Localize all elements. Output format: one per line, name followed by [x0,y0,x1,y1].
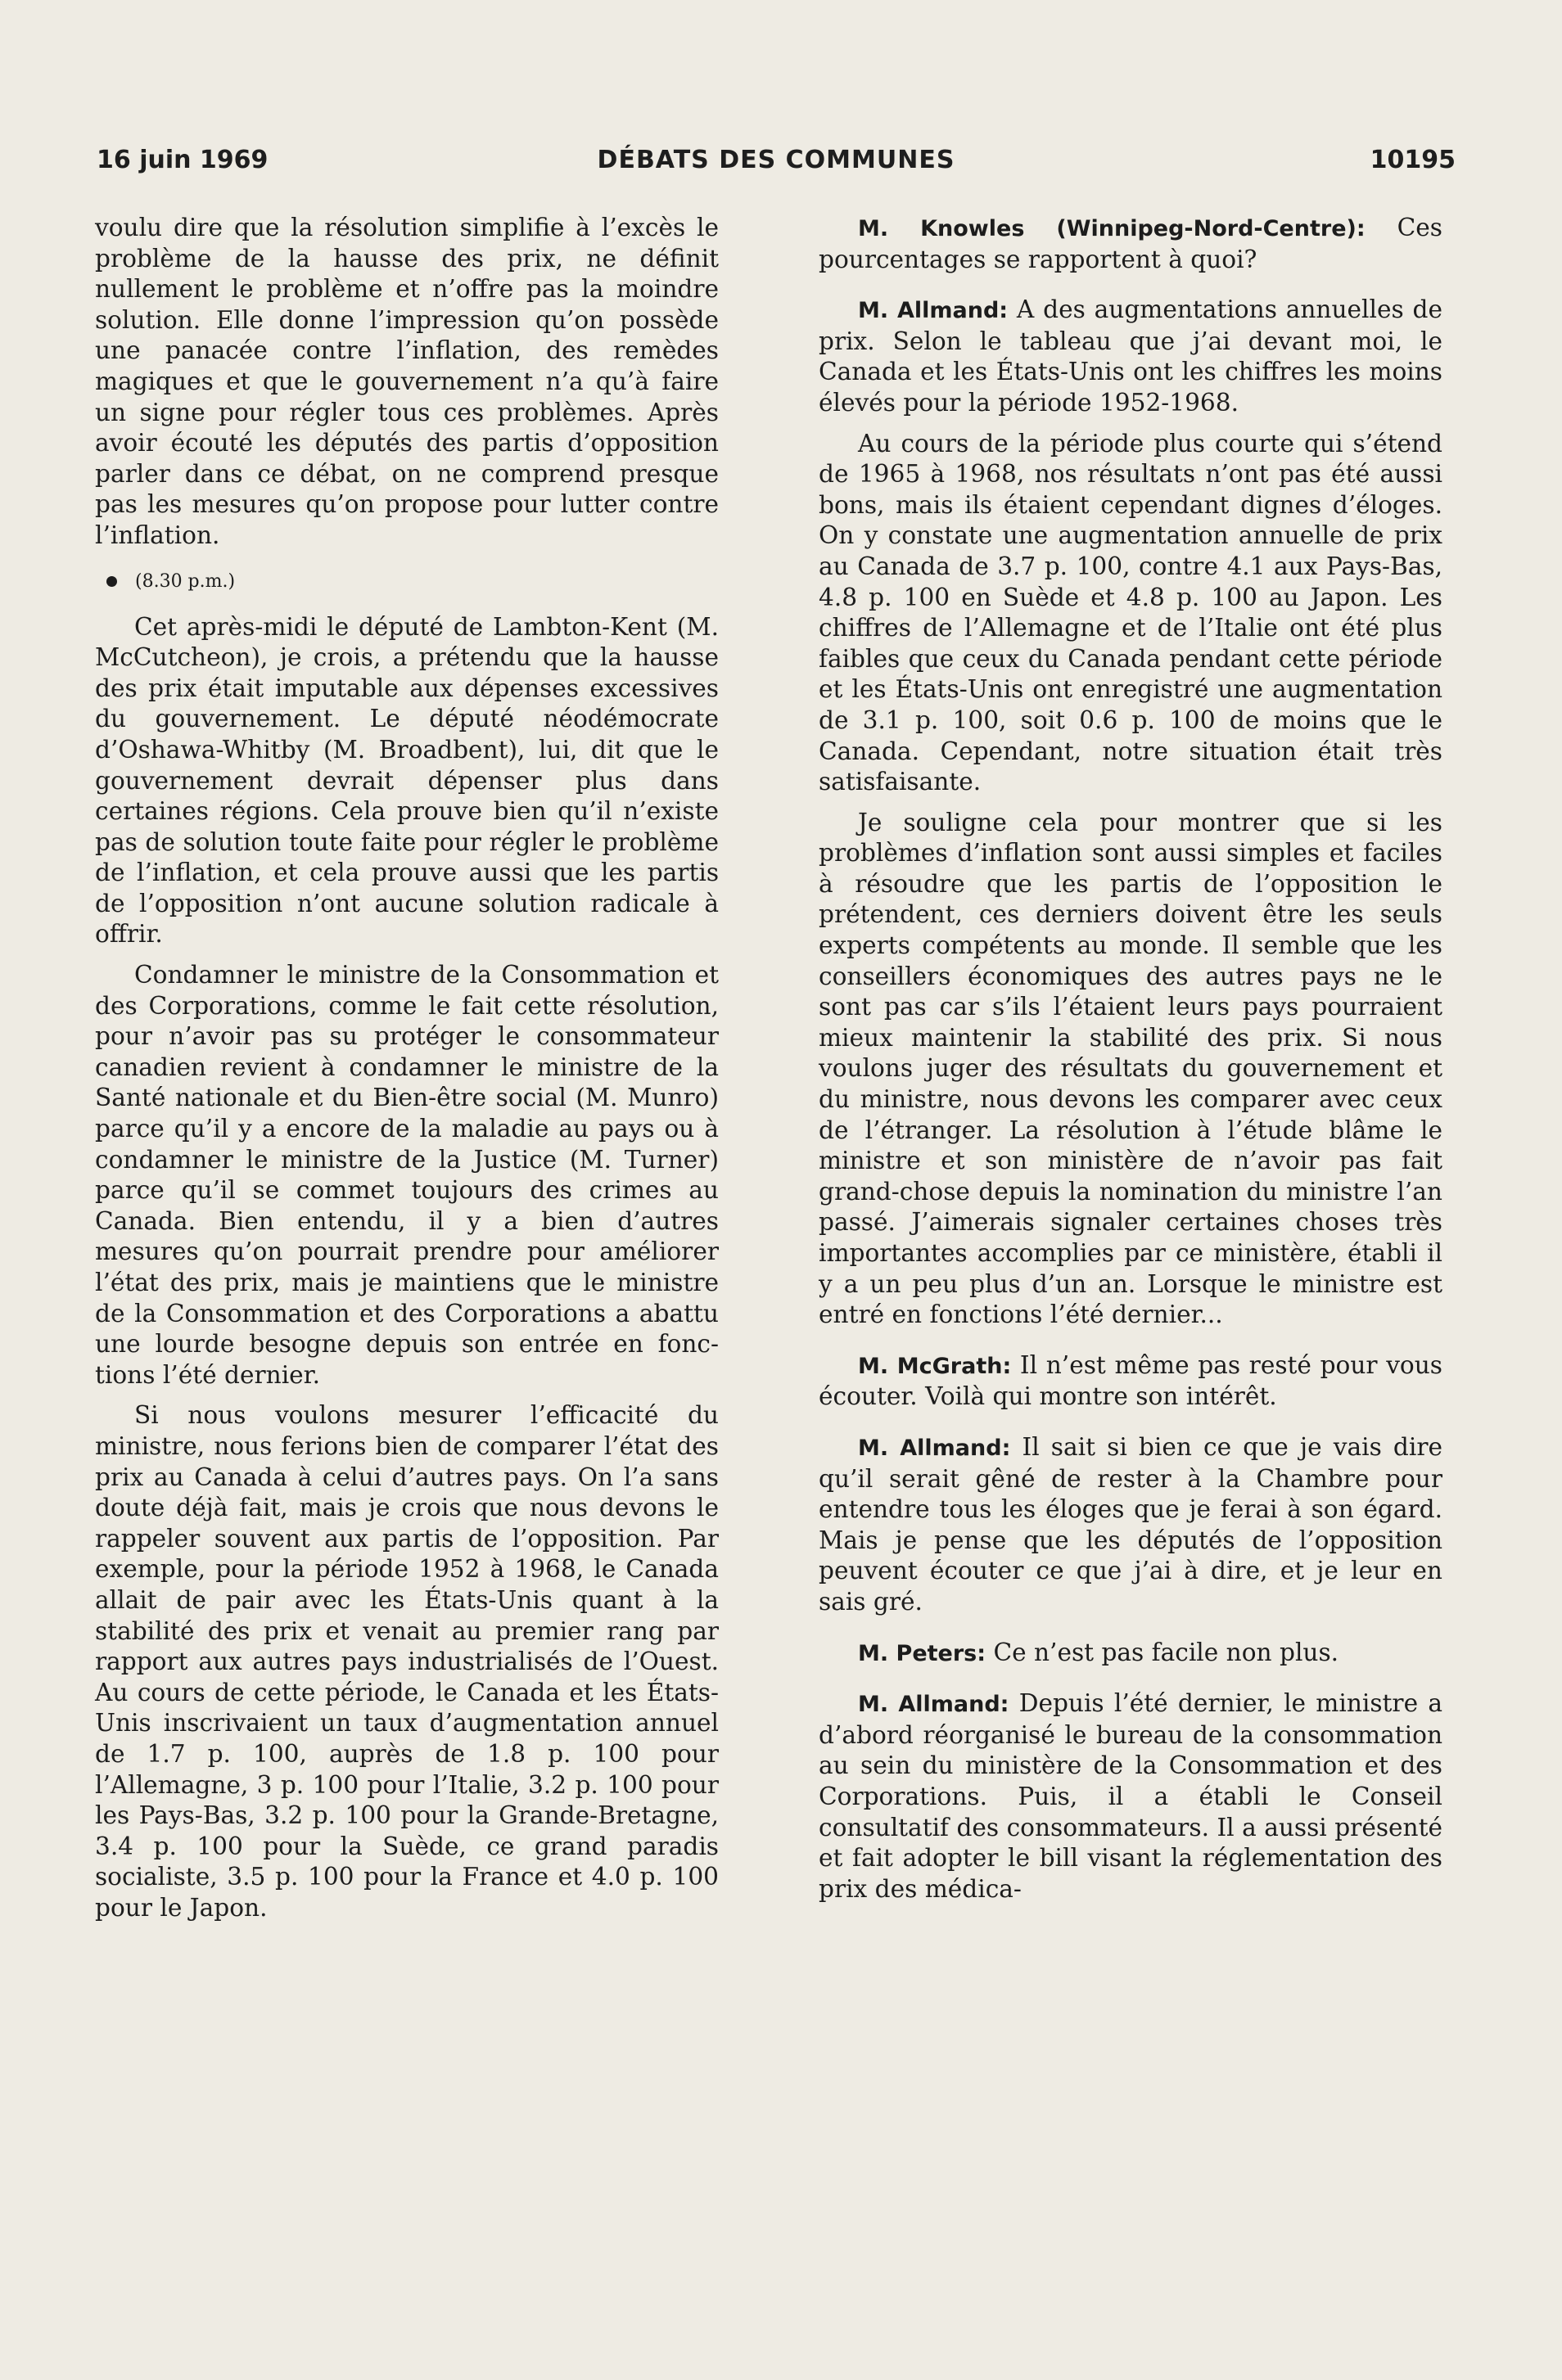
speaker-name: M. Peters: [858,1640,986,1666]
page-header [97,146,1456,187]
time-label: (8.30 p.m.) [135,570,236,592]
time-marker [95,570,719,594]
speech [819,1432,1442,1618]
paragraph: Condamner le ministre de la Consommation et des Corporations, comme le fait cette résolution, pour n’avoir pas su protéger le consommateur canadien revient à condamner le ministre de la Santé nationale et du Bien-être social (M. Munro) parce qu’il y a encore de la maladie au pays ou à condamner le ministre de la Justice (M. Turner) parce qu’il se commet toujours des crimes au Canada. Bien entendu, il y a bien d’autres mesures qu’on pourrait prendre pour améliorer l’état des prix, mais je maintiens que le ministre de la Consommation et des Corporations a abattu une lourde besogne depuis son entrée en fonctions l’été dernier. [95,961,719,1389]
speech-text: Ces pourcentages se rapportent à quoi? [819,214,1442,273]
speech [819,213,1442,275]
speech [819,1350,1442,1413]
left-column [95,213,719,1933]
speech [819,295,1442,418]
paragraph: Si nous voulons mesurer l’efficacité du ministre, nous ferions bien de comparer l’état des prix au Canada à celui d’autres pays. On l’a sans doute déjà fait, mais je crois que nous devons le rappeler souvent aux partis de l’opposition. Par exemple, pour la période 1952 à 1968, le Canada allait de pair avec les États-Unis quant à la stabilité des prix et venait au premier rang par rapport aux autres pays industrialisés de l’Ouest. Au cours de cette période, le Canada et les États-Unis inscrivaient un taux d’augmentation annuel de 1.7 p. 100, auprès de 1.8 p. 100 pour l’Allemagne, 3 p. 100 pour l’Italie, 3.2 p. 100 pour les Pays-Bas, 3.2 p. 100 pour la Grande-Bretagne, 3.4 p. 100 pour la Suède, ce grand paradis socialiste, 3.5 p. 100 pour la France et 4.0 p. 100 pour le Japon. [95,1401,719,1922]
speech-text: Il n’est même pas resté pour vous écouter. Voilà qui montre son intérêt. [819,1350,1442,1411]
speech-text: A des augmentations annuelles de prix. Selon le tableau que j’ai devant moi, le Canada et les États-Unis ont les chiffres les moins élevés pour la période 1952-1968. [819,295,1442,417]
paragraph: voulu dire que la résolution simplifie à l’excès le problème de la hausse des prix, ne définit nullement le problème et n’offre pas la moindre solution. Elle donne l’impression qu’on possède une panacée contre l’inflation, des remèdes magiques et que le gouvernement n’a qu’à faire un signe pour régler tous ces problèmes. Après avoir écouté les députés des partis d’opposition parler dans ce débat, on ne comprend presque pas les mesures qu’on propose pour lutter contre l’inflation. [95,214,719,549]
speaker-name: M. Allmand: [858,1435,1011,1461]
speaker-name: M. McGrath: [858,1353,1012,1379]
paragraph: Au cours de la période plus courte qui s’étend de 1965 à 1968, nos résultats n’ont pas été aussi bons, mais ils étaient cependant dignes d’éloges. On y constate une augmentation annuelle de prix au Canada de 3.7 p. 100, contre 4.1 aux Pays-Bas, 4.8 p. 100 en Suède et 4.8 p. 100 au Japon. Les chiffres de l’Allemagne et de l’Italie ont été plus faibles que ceux du Canada pendant cette période et les États-Unis ont enregistré une augmentation de 3.1 p. 100, soit 0.6 p. 100 de moins que le Canada. Cependant, notre situation était très satisfaisante. [819,429,1442,796]
speech-text: Il sait si bien ce que je vais dire qu’il serait gêné de rester à la Chambre pour entendre tous les éloges que je ferai à son égard. Mais je pense que les députés de l’opposition peuvent écouter ce que j’ai à dire, et je leur en sais gré. [819,1432,1442,1616]
bullet-icon [106,576,117,587]
header-page-number: 10195 [1370,146,1456,174]
speaker-name: M. Knowles (Winnipeg-Nord-Centre): [858,216,1366,241]
speaker-name: M. Allmand: [858,298,1009,324]
speech-text: Ce n’est pas facile non plus. [986,1638,1339,1666]
paragraph: Cet après-midi le député de Lambton-Kent (M. McCutcheon), je crois, a prétendu que la hausse des prix était imputable aux dépenses excessives du gouvernement. Le député néodémocrate d’Oshawa-Whitby (M. Broadbent), lui, dit que le gouvernement devrait dépenser plus dans certaines régions. Cela prouve bien qu’il n’existe pas de solution toute faite pour régler le problème de l’inflation, et cela prouve aussi que les partis de l’opposition n’ont aucune solution radicale à offrir. [95,612,719,949]
paragraph: Je souligne cela pour montrer que si les problèmes d’inflation sont aussi simples et faciles à résoudre que les partis de l’opposition le prétendent, ces derniers doivent être les seuls experts compétents au monde. Il semble que les conseillers économiques des autres pays ne le sont pas car s’ils l’étaient leurs pays pourraient mieux maintenir la stabilité des prix. Si nous voulons juger des résultats du gouvernement et du ministre, nous devons les comparer avec ceux de l’étranger. La résolution à l’étude blâme le ministre et son ministère de n’avoir pas fait grand-chose depuis la nomination du ministre l’an passé. J’aimerais signaler certaines choses très importantes accomplies par ce ministère, établi il y a un peu plus d’un an. Lorsque le ministre est entré en fonctions l’été dernier... [819,808,1442,1329]
speech-text: Depuis l’été dernier, le ministre a d’abord réorganisé le bureau de la consommation au sein du ministère de la Consommation et des Corporations. Puis, il a établi le Conseil consultatif des consommateurs. Il a aussi présenté et fait adopter le bill visant la réglementation des prix des médica- [819,1689,1442,1903]
header-date: 16 juin 1969 [97,146,269,174]
speaker-name: M. Allmand: [858,1692,1009,1718]
speech [819,1638,1442,1670]
speech [819,1688,1442,1904]
header-title: DÉBATS DES COMMUNES [597,146,955,174]
right-column [819,213,1442,1914]
